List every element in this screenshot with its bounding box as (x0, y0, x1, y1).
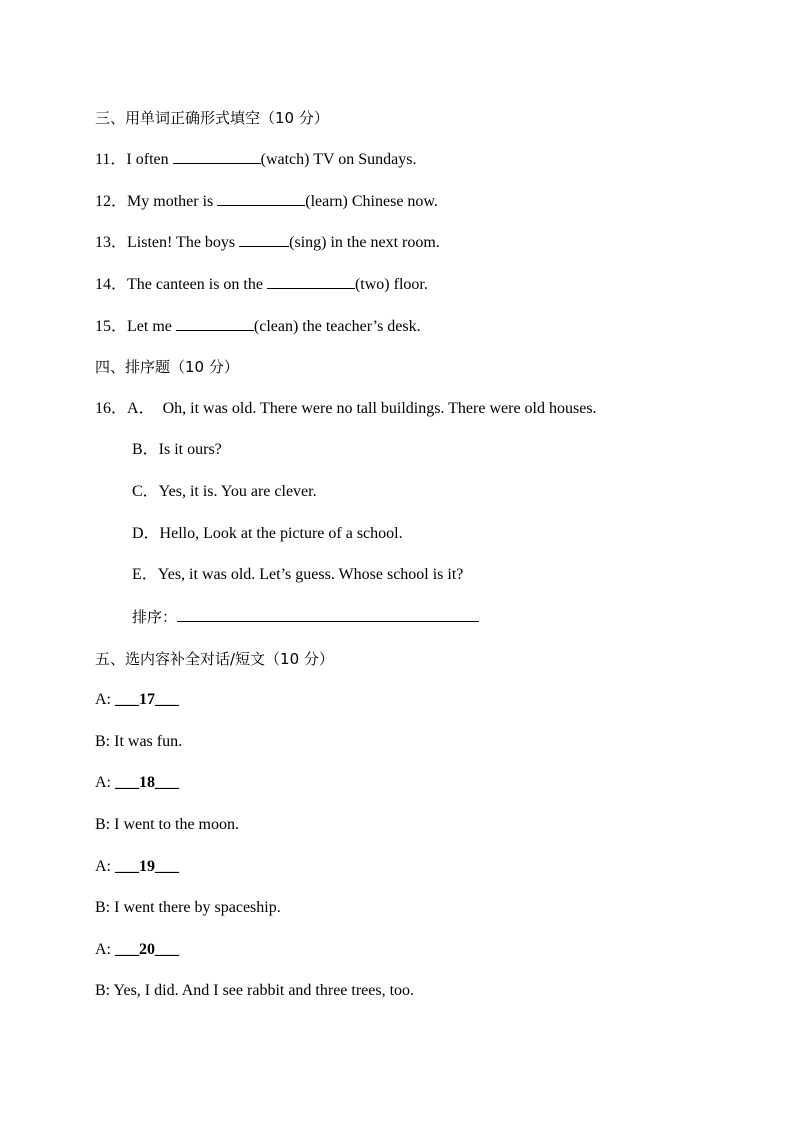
dialog-a-17: A: ___17___ (95, 691, 179, 708)
question-number: 16． (95, 400, 128, 417)
section-3-heading: 三、用单词正确形式填空（10 分） (95, 109, 329, 127)
dialog-b-3: B: I went there by spaceship. (95, 899, 281, 916)
order-answer-blank[interactable] (177, 607, 479, 622)
dialog-b-2: B: I went to the moon. (95, 816, 239, 833)
answer-slot-18[interactable]: ___18___ (115, 774, 179, 791)
dialog-a-19: A: ___19___ (95, 858, 179, 875)
dialog-b-4: B: Yes, I did. And I see rabbit and three trees, too. (95, 982, 415, 999)
question-11: 11．I often (watch) TV on Sundays. (95, 151, 417, 168)
answer-slot-20[interactable]: ___20___ (115, 941, 179, 958)
option-b: B．Is it ours? (132, 441, 222, 458)
dialog-a-20: A: ___20___ (95, 941, 179, 958)
dialog-a-18: A: ___18___ (95, 774, 179, 791)
option-e: E．Yes, it was old. Let’s guess. Whose school is it? (132, 566, 464, 583)
answer-blank[interactable] (173, 149, 261, 164)
question-14: 14．The canteen is on the (two) floor. (95, 276, 428, 293)
question-16 (95, 399, 597, 419)
question-12: 12．My mother is (learn) Chinese now. (95, 193, 438, 210)
question-number: 12． (95, 193, 128, 210)
order-answer-line (132, 607, 479, 628)
option-d: D．Hello, Look at the picture of a school. (132, 525, 403, 542)
question-number: 15． (95, 318, 128, 335)
question-13: 13．Listen! The boys (sing) in the next room. (95, 234, 440, 251)
question-number: 11． (95, 151, 127, 168)
question-number: 14． (95, 276, 128, 293)
question-15: 15．Let me (clean) the teacher’s desk. (95, 318, 421, 335)
section-4-heading: 四、排序题（10 分） (95, 358, 239, 376)
option-a: A． Oh, it was old. There were no tall buildings. There were old houses. (127, 400, 597, 417)
answer-blank[interactable] (239, 232, 289, 247)
dialog-b-1: B: It was fun. (95, 733, 183, 750)
answer-slot-17[interactable]: ___17___ (115, 691, 179, 708)
section-5-heading: 五、选内容补全对话/短文（10 分） (95, 650, 334, 668)
order-label: 排序： (132, 608, 178, 626)
option-c: C．Yes, it is. You are clever. (132, 483, 317, 500)
question-number: 13． (95, 234, 128, 251)
answer-blank[interactable] (217, 191, 305, 206)
answer-blank[interactable] (267, 274, 355, 289)
answer-blank[interactable] (176, 316, 254, 331)
answer-slot-19[interactable]: ___19___ (115, 858, 179, 875)
